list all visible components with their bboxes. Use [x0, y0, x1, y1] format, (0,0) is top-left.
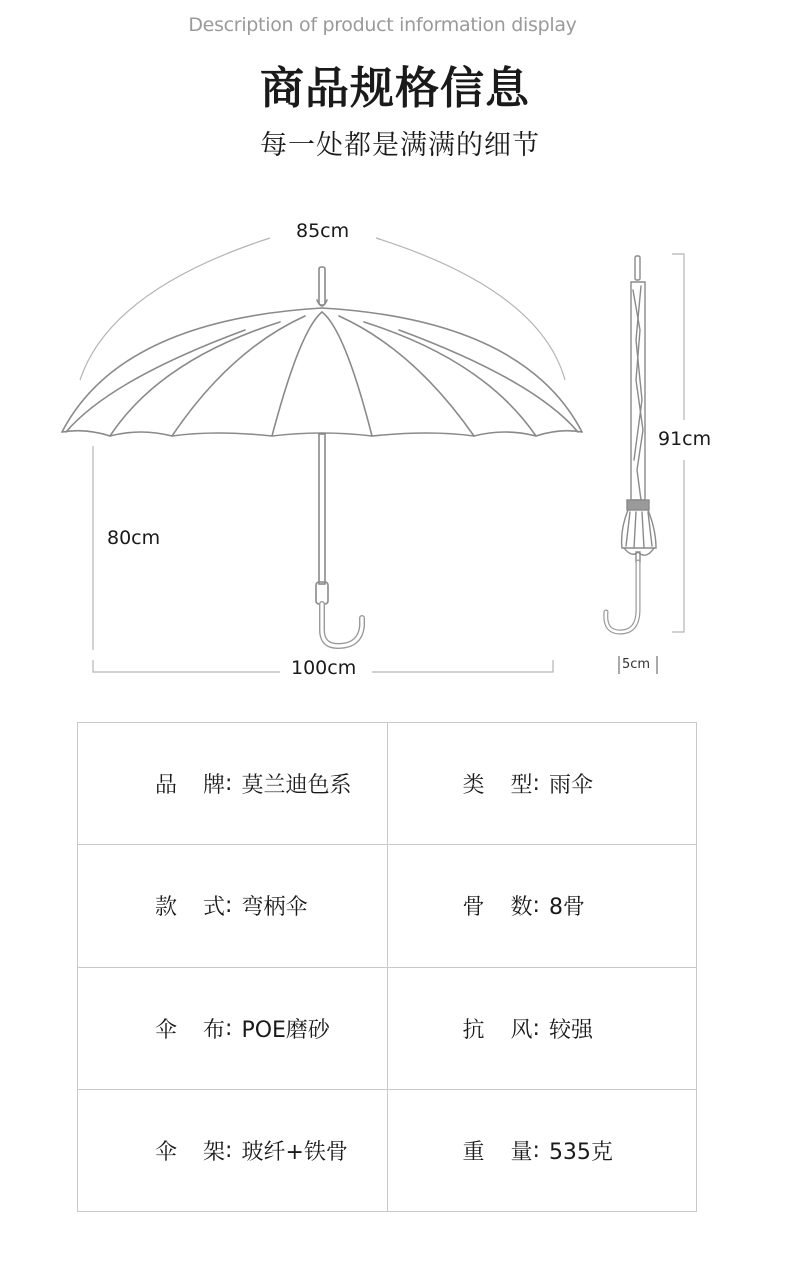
spec-value: POE磨砂 [241, 1017, 330, 1043]
spec-cell: 骨 数 : 8骨 [387, 845, 697, 967]
spec-value: 雨伞 [548, 773, 593, 799]
spec-value: 535克 [548, 1139, 613, 1165]
spec-value: 玻纤+铁骨 [241, 1139, 348, 1165]
spec-label-char: 伞 [155, 1139, 178, 1165]
spec-cell: 伞 架 : 玻纤+铁骨 [78, 1089, 388, 1211]
spec-label-char: 抗 [462, 1017, 485, 1043]
spec-table [77, 722, 697, 1212]
dim-folded-height: 91cm [654, 428, 715, 450]
spec-label-char: 风 [510, 1017, 533, 1043]
spec-cell: 伞 布 : POE磨砂 [78, 967, 388, 1089]
dim-shaft-height: 80cm [103, 527, 164, 549]
spec-label-char: 款 [155, 895, 178, 921]
spec-label-char: 布 [203, 1017, 226, 1043]
folded-umbrella [606, 256, 656, 632]
tagline: 每一处都是满满的细节 [260, 130, 540, 161]
spec-value: 弯柄伞 [241, 895, 308, 921]
dim-canopy-arc: 85cm [292, 220, 353, 242]
spec-label-char: 品 [155, 773, 178, 799]
spec-label-char: 骨 [462, 895, 485, 921]
spec-label-char: 重 [462, 1139, 485, 1165]
dim-folded-width: 5cm [622, 657, 651, 672]
subtitle-en: Description of product information display [188, 14, 577, 36]
page-title: 商品规格信息 [260, 63, 530, 114]
spec-label-char: 型 [510, 773, 533, 799]
spec-label-char: 类 [462, 773, 485, 799]
spec-value: 莫兰迪色系 [241, 773, 352, 799]
spec-cell: 类 型 : 雨伞 [387, 723, 697, 845]
spec-cell: 品 牌 : 莫兰迪色系 [78, 723, 388, 845]
spec-row [78, 967, 697, 1089]
spec-label-char: 式 [203, 895, 226, 921]
open-umbrella [62, 267, 582, 646]
spec-cell: 抗 风 : 较强 [387, 967, 697, 1089]
spec-cell: 重 量 : 535克 [387, 1089, 697, 1211]
dim-open-width: 100cm [287, 657, 360, 679]
spec-cell: 款 式 : 弯柄伞 [78, 845, 388, 967]
spec-label-char: 牌 [203, 773, 226, 799]
spec-value: 8骨 [548, 895, 585, 921]
spec-row [78, 1089, 697, 1211]
spec-row [78, 723, 697, 845]
spec-row [78, 845, 697, 967]
spec-label-char: 量 [510, 1139, 533, 1165]
spec-label-char: 伞 [155, 1017, 178, 1043]
spec-label-char: 数 [510, 895, 533, 921]
spec-label-char: 架 [203, 1139, 226, 1165]
spec-value: 较强 [548, 1017, 593, 1043]
